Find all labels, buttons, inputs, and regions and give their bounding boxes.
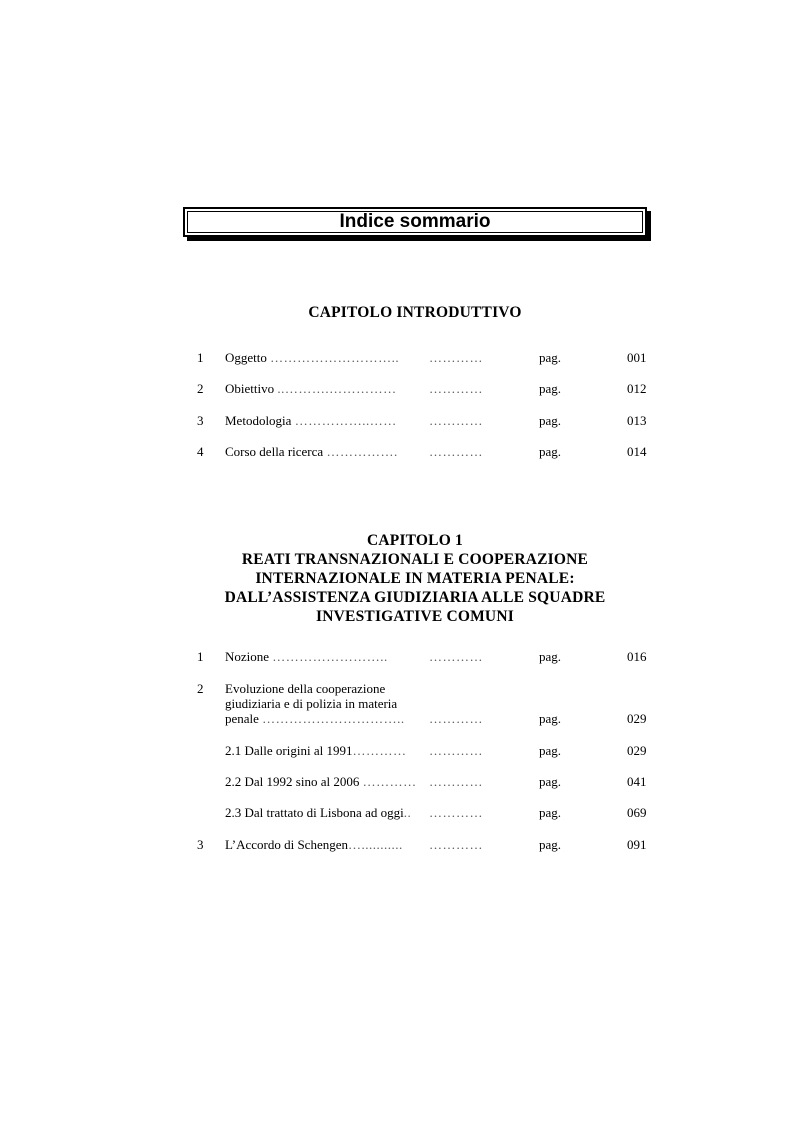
page-number: 041 <box>627 774 647 789</box>
entry-number: 1 <box>197 350 204 365</box>
page-number: 013 <box>627 413 647 428</box>
toc-row[interactable] <box>0 774 794 790</box>
entry-number: 3 <box>197 837 204 852</box>
pag-label: pag. <box>539 350 562 365</box>
entry-number: 4 <box>197 444 204 459</box>
leader-dots: ………… <box>352 743 407 758</box>
leader-dots: …………………….. <box>272 649 388 664</box>
leader-dots: ………… <box>362 774 417 789</box>
page-title: Indice sommario <box>339 211 491 232</box>
leader-dots: .. <box>403 805 412 820</box>
page-number: 029 <box>627 743 647 758</box>
entry-label: Corso della ricerca ……………. <box>225 444 398 459</box>
leader-dots: ………………………….. <box>262 711 405 726</box>
leader-dots: ………… <box>429 805 483 820</box>
toc-row[interactable] <box>0 413 794 429</box>
entry-label-line: Evoluzione della cooperazione <box>225 681 386 696</box>
heading-line: DALL’ASSISTENZA GIUDIZIARIA ALLE SQUADRE <box>224 589 606 606</box>
leader-dots: ………… <box>429 743 483 758</box>
toc-row[interactable] <box>0 649 794 665</box>
leader-dots: ……………..…… <box>294 413 397 428</box>
entry-label-line: giudiziaria e di polizia in materia <box>225 696 398 711</box>
entry-label: Oggetto ……………………….. <box>225 350 400 365</box>
leader-dots: ………… <box>429 711 483 726</box>
page-number: 014 <box>627 444 647 459</box>
chapter-1-heading <box>190 531 640 626</box>
entry-label: penale ………………………….. <box>225 711 405 726</box>
toc-row[interactable] <box>0 381 794 397</box>
pag-label: pag. <box>539 837 562 852</box>
leader-dots: ………… <box>429 413 483 428</box>
entry-number: 2 <box>197 681 204 696</box>
heading-line: CAPITOLO 1 <box>366 532 464 549</box>
page-number: 016 <box>627 649 647 664</box>
pag-label: pag. <box>539 649 562 664</box>
pag-label: pag. <box>539 774 562 789</box>
pag-label: pag. <box>539 444 562 459</box>
toc-row[interactable] <box>0 444 794 460</box>
leader-dots: ………… <box>429 774 483 789</box>
leader-dots: ……………………….. <box>270 350 400 365</box>
heading-line: REATI TRANSNAZIONALI E COOPERAZIONE <box>241 551 589 568</box>
title-box <box>183 207 647 237</box>
leader-dots: ………… <box>429 350 483 365</box>
entry-label: 2.1 Dalle origini al 1991………… <box>225 743 407 758</box>
toc-row[interactable] <box>0 711 794 727</box>
toc-row[interactable] <box>0 743 794 759</box>
entry-label: Obiettivo ..……….…………… <box>225 381 397 396</box>
toc-row[interactable] <box>0 805 794 821</box>
leader-dots: ..……….…………… <box>277 381 397 396</box>
heading-line: INTERNAZIONALE IN MATERIA PENALE: <box>255 570 575 587</box>
intro-heading: CAPITOLO INTRODUTTIVO <box>308 304 522 321</box>
leader-dots: ………… <box>429 649 483 664</box>
page-number: 091 <box>627 837 647 852</box>
page-number: 069 <box>627 805 647 820</box>
pag-label: pag. <box>539 711 562 726</box>
entry-label: L’Accordo di Schengen…........... <box>225 837 403 852</box>
page-number: 029 <box>627 711 647 726</box>
pag-label: pag. <box>539 805 562 820</box>
pag-label: pag. <box>539 381 562 396</box>
entry-label: 2.2 Dal 1992 sino al 2006 ………… <box>225 774 417 789</box>
leader-dots: ……………. <box>326 444 398 459</box>
entry-label: 2.3 Dal trattato di Lisbona ad oggi.. <box>225 805 412 820</box>
page-number: 012 <box>627 381 647 396</box>
entry-label: Metodologia ……………..…… <box>225 413 397 428</box>
entry-number: 3 <box>197 413 204 428</box>
entry-label: Nozione …………………….. <box>225 649 388 664</box>
toc-row-multiline-start <box>0 681 794 697</box>
entry-number: 1 <box>197 649 204 664</box>
toc-row[interactable] <box>0 350 794 366</box>
pag-label: pag. <box>539 743 562 758</box>
heading-line: INVESTIGATIVE COMUNI <box>316 608 514 625</box>
toc-row[interactable] <box>0 837 794 853</box>
leader-dots: ………… <box>429 381 483 396</box>
entry-number: 2 <box>197 381 204 396</box>
page-number: 001 <box>627 350 647 365</box>
leader-dots: …........... <box>348 837 403 852</box>
pag-label: pag. <box>539 413 562 428</box>
leader-dots: ………… <box>429 837 483 852</box>
leader-dots: ………… <box>429 444 483 459</box>
